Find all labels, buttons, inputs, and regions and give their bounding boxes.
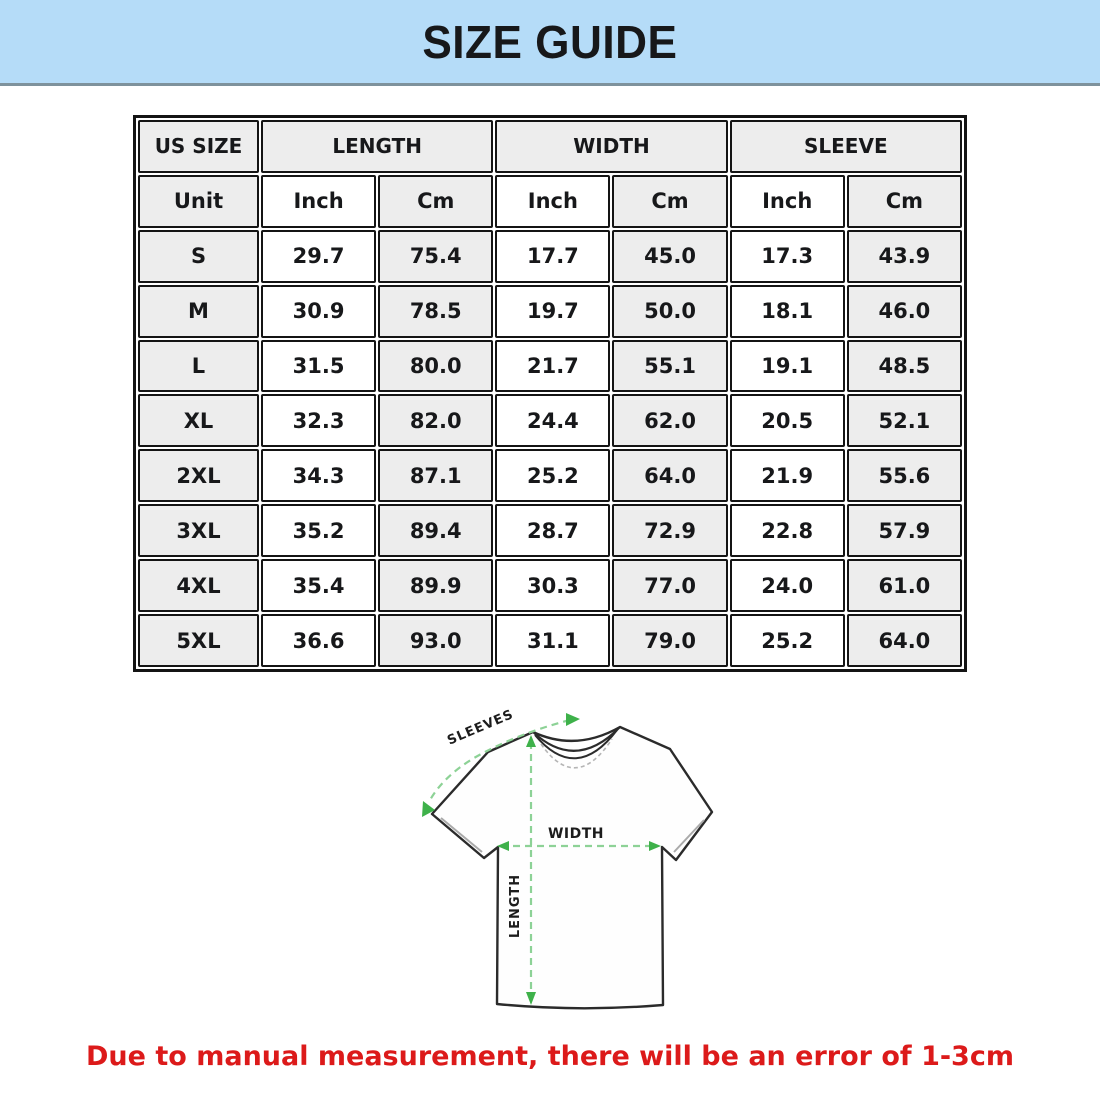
- size-guide-table: [133, 115, 967, 672]
- value-cell: 25.2: [495, 449, 610, 502]
- value-cell: 24.0: [730, 559, 845, 612]
- value-cell: 64.0: [612, 449, 727, 502]
- header-sleeve: SLEEVE: [730, 120, 962, 173]
- header-width: WIDTH: [495, 120, 727, 173]
- value-cell: 20.5: [730, 394, 845, 447]
- table-row: [138, 614, 962, 667]
- length-label: LENGTH: [508, 873, 523, 939]
- value-cell: 55.1: [612, 340, 727, 393]
- value-cell: 21.7: [495, 340, 610, 393]
- header-us-size: US SIZE: [138, 120, 259, 173]
- value-cell: 43.9: [847, 230, 962, 283]
- table-header-row: [138, 120, 962, 173]
- value-cell: 75.4: [378, 230, 493, 283]
- value-cell: 80.0: [378, 340, 493, 393]
- table-row: [138, 394, 962, 447]
- size-label: 2XL: [138, 449, 259, 502]
- value-cell: 57.9: [847, 504, 962, 557]
- value-cell: 17.3: [730, 230, 845, 283]
- unit-cell: Cm: [612, 175, 727, 228]
- title-banner: [0, 0, 1100, 86]
- unit-cell: Cm: [847, 175, 962, 228]
- value-cell: 31.1: [495, 614, 610, 667]
- table-row: [138, 340, 962, 393]
- header-length: LENGTH: [261, 120, 493, 173]
- table-row: [138, 504, 962, 557]
- value-cell: 28.7: [495, 504, 610, 557]
- value-cell: 30.3: [495, 559, 610, 612]
- measurement-error-note: Due to manual measurement, there will be an error of 1-3cm: [86, 1041, 1014, 1072]
- sleeves-label: SLEEVES: [445, 707, 517, 749]
- value-cell: 64.0: [847, 614, 962, 667]
- size-label: L: [138, 340, 259, 393]
- unit-cell: Inch: [495, 175, 610, 228]
- value-cell: 61.0: [847, 559, 962, 612]
- value-cell: 52.1: [847, 394, 962, 447]
- value-cell: 89.9: [378, 559, 493, 612]
- tshirt-outline: [432, 727, 712, 1008]
- value-cell: 78.5: [378, 285, 493, 338]
- value-cell: 19.7: [495, 285, 610, 338]
- value-cell: 45.0: [612, 230, 727, 283]
- value-cell: 30.9: [261, 285, 376, 338]
- unit-cell: Cm: [378, 175, 493, 228]
- value-cell: 48.5: [847, 340, 962, 393]
- unit-cell: Inch: [261, 175, 376, 228]
- value-cell: 93.0: [378, 614, 493, 667]
- value-cell: 46.0: [847, 285, 962, 338]
- value-cell: 22.8: [730, 504, 845, 557]
- table-row: [138, 559, 962, 612]
- value-cell: 21.9: [730, 449, 845, 502]
- value-cell: 79.0: [612, 614, 727, 667]
- value-cell: 36.6: [261, 614, 376, 667]
- value-cell: 35.4: [261, 559, 376, 612]
- value-cell: 77.0: [612, 559, 727, 612]
- unit-label: Unit: [138, 175, 259, 228]
- value-cell: 87.1: [378, 449, 493, 502]
- value-cell: 24.4: [495, 394, 610, 447]
- size-label: XL: [138, 394, 259, 447]
- unit-row: [138, 175, 962, 228]
- value-cell: 19.1: [730, 340, 845, 393]
- value-cell: 17.7: [495, 230, 610, 283]
- size-label: S: [138, 230, 259, 283]
- page-title: SIZE GUIDE: [422, 15, 678, 68]
- value-cell: 62.0: [612, 394, 727, 447]
- value-cell: 34.3: [261, 449, 376, 502]
- value-cell: 50.0: [612, 285, 727, 338]
- value-cell: 72.9: [612, 504, 727, 557]
- unit-cell: Inch: [730, 175, 845, 228]
- table-row: [138, 449, 962, 502]
- tshirt-measurement-diagram: [408, 690, 730, 1020]
- value-cell: 35.2: [261, 504, 376, 557]
- value-cell: 25.2: [730, 614, 845, 667]
- value-cell: 89.4: [378, 504, 493, 557]
- value-cell: 31.5: [261, 340, 376, 393]
- value-cell: 82.0: [378, 394, 493, 447]
- size-label: 3XL: [138, 504, 259, 557]
- size-label: 4XL: [138, 559, 259, 612]
- value-cell: 18.1: [730, 285, 845, 338]
- size-label: M: [138, 285, 259, 338]
- width-label: WIDTH: [547, 826, 605, 842]
- value-cell: 55.6: [847, 449, 962, 502]
- size-label: 5XL: [138, 614, 259, 667]
- table-row: [138, 230, 962, 283]
- value-cell: 32.3: [261, 394, 376, 447]
- value-cell: 29.7: [261, 230, 376, 283]
- sleeves-arrowhead-top: [566, 713, 580, 726]
- table-row: [138, 285, 962, 338]
